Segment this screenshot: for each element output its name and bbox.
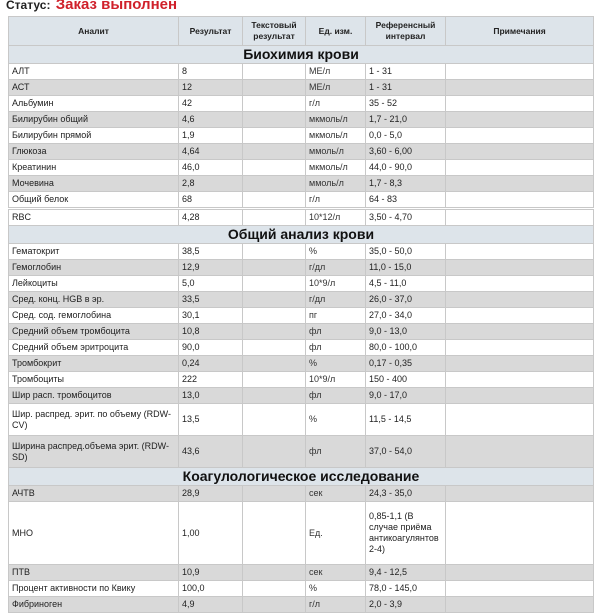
cell-notes xyxy=(446,80,594,96)
header-text-result: Текстовый результат xyxy=(243,17,306,46)
cell-units: ммоль/л xyxy=(306,144,366,160)
table-header-row xyxy=(9,17,594,46)
cell-text-result xyxy=(243,176,306,192)
table-row xyxy=(9,436,594,468)
cell-reference: 35 - 52 xyxy=(366,96,446,112)
cell-analyte: Сред. конц. HGB в эр. xyxy=(9,292,179,308)
table-row xyxy=(9,486,594,502)
table-row xyxy=(9,372,594,388)
cell-result: 10,9 xyxy=(179,565,243,581)
table-row xyxy=(9,324,594,340)
table-row xyxy=(9,176,594,192)
cell-analyte: Ширина распред.объема эрит. (RDW-SD) xyxy=(9,436,179,468)
cell-units: % xyxy=(306,356,366,372)
cell-reference: 24,3 - 35,0 xyxy=(366,486,446,502)
cell-units: 10*9/л xyxy=(306,372,366,388)
cell-analyte: МНО xyxy=(9,502,179,565)
table-row xyxy=(9,144,594,160)
cell-text-result xyxy=(243,112,306,128)
cell-text-result xyxy=(243,64,306,80)
cell-reference: 11,0 - 15,0 xyxy=(366,260,446,276)
cell-notes xyxy=(446,404,594,436)
cell-result: 8 xyxy=(179,64,243,80)
cell-text-result xyxy=(243,292,306,308)
table-row xyxy=(9,80,594,96)
cell-text-result xyxy=(243,80,306,96)
cell-analyte: АСТ xyxy=(9,80,179,96)
section-title: Биохимия крови xyxy=(9,46,594,64)
cell-notes xyxy=(446,112,594,128)
cell-text-result xyxy=(243,565,306,581)
order-status xyxy=(6,0,177,13)
cell-text-result xyxy=(243,209,306,226)
cell-units: ммоль/л xyxy=(306,176,366,192)
cell-notes xyxy=(446,565,594,581)
cell-result: 4,64 xyxy=(179,144,243,160)
cell-reference: 27,0 - 34,0 xyxy=(366,308,446,324)
cell-units: мкмоль/л xyxy=(306,128,366,144)
cell-analyte: Креатинин xyxy=(9,160,179,176)
cell-result: 30,1 xyxy=(179,308,243,324)
header-notes: Примечания xyxy=(446,17,594,46)
cell-result: 68 xyxy=(179,192,243,209)
results-body xyxy=(9,46,594,613)
cell-notes xyxy=(446,340,594,356)
cell-analyte: Мочевина xyxy=(9,176,179,192)
cell-analyte: Билирубин прямой xyxy=(9,128,179,144)
cell-reference: 1,7 - 8,3 xyxy=(366,176,446,192)
cell-reference: 3,50 - 4,70 xyxy=(366,209,446,226)
table-row xyxy=(9,192,594,209)
cell-notes xyxy=(446,128,594,144)
cell-notes xyxy=(446,244,594,260)
cell-notes xyxy=(446,324,594,340)
cell-text-result xyxy=(243,308,306,324)
cell-text-result xyxy=(243,388,306,404)
cell-analyte: Фибриноген xyxy=(9,597,179,613)
cell-units: сек xyxy=(306,486,366,502)
cell-result: 42 xyxy=(179,96,243,112)
cell-units: г/л xyxy=(306,96,366,112)
cell-units: 10*9/л xyxy=(306,276,366,292)
cell-reference: 1 - 31 xyxy=(366,64,446,80)
cell-reference: 0,85-1,1 (В случае приёма антикоагулянтов 2-4) xyxy=(366,502,446,565)
cell-notes xyxy=(446,486,594,502)
cell-analyte: Средний объем тромбоцита xyxy=(9,324,179,340)
cell-notes xyxy=(446,356,594,372)
cell-notes xyxy=(446,372,594,388)
header-units: Ед. изм. xyxy=(306,17,366,46)
cell-units: г/дл xyxy=(306,260,366,276)
cell-units: г/л xyxy=(306,597,366,613)
cell-reference: 9,0 - 13,0 xyxy=(366,324,446,340)
table-row xyxy=(9,388,594,404)
cell-reference: 3,60 - 6,00 xyxy=(366,144,446,160)
cell-analyte: Альбумин xyxy=(9,96,179,112)
cell-notes xyxy=(446,581,594,597)
cell-notes xyxy=(446,209,594,226)
cell-units: сек xyxy=(306,565,366,581)
cell-text-result xyxy=(243,276,306,292)
cell-analyte: Лейкоциты xyxy=(9,276,179,292)
cell-analyte: Тромбокрит xyxy=(9,356,179,372)
cell-result: 1,00 xyxy=(179,502,243,565)
results-table xyxy=(8,16,594,613)
cell-text-result xyxy=(243,144,306,160)
cell-text-result xyxy=(243,581,306,597)
cell-reference: 78,0 - 145,0 xyxy=(366,581,446,597)
cell-text-result xyxy=(243,324,306,340)
cell-result: 10,8 xyxy=(179,324,243,340)
cell-text-result xyxy=(243,260,306,276)
cell-result: 38,5 xyxy=(179,244,243,260)
cell-text-result xyxy=(243,128,306,144)
cell-result: 13,0 xyxy=(179,388,243,404)
cell-reference: 26,0 - 37,0 xyxy=(366,292,446,308)
section-header-row xyxy=(9,46,594,64)
cell-units: г/л xyxy=(306,192,366,209)
cell-analyte: Тромбоциты xyxy=(9,372,179,388)
cell-notes xyxy=(446,436,594,468)
cell-text-result xyxy=(243,340,306,356)
cell-result: 33,5 xyxy=(179,292,243,308)
table-row xyxy=(9,128,594,144)
cell-reference: 9,0 - 17,0 xyxy=(366,388,446,404)
cell-reference: 0,17 - 0,35 xyxy=(366,356,446,372)
table-row xyxy=(9,502,594,565)
header-analyte: Аналит xyxy=(9,17,179,46)
cell-units: % xyxy=(306,244,366,260)
header-reference: Референсный интервал xyxy=(366,17,446,46)
cell-reference: 35,0 - 50,0 xyxy=(366,244,446,260)
cell-result: 46,0 xyxy=(179,160,243,176)
cell-units: фл xyxy=(306,340,366,356)
section-header-row xyxy=(9,226,594,244)
cell-text-result xyxy=(243,356,306,372)
cell-result: 5,0 xyxy=(179,276,243,292)
cell-notes xyxy=(446,176,594,192)
status-value: Заказ выполнен xyxy=(55,0,178,13)
cell-notes xyxy=(446,276,594,292)
table-row xyxy=(9,244,594,260)
cell-result: 12 xyxy=(179,80,243,96)
cell-result: 100,0 xyxy=(179,581,243,597)
cell-result: 0,24 xyxy=(179,356,243,372)
section-title: Общий анализ крови xyxy=(9,226,594,244)
cell-reference: 44,0 - 90,0 xyxy=(366,160,446,176)
cell-analyte: Гемоглобин xyxy=(9,260,179,276)
cell-notes xyxy=(446,597,594,613)
cell-reference: 9,4 - 12,5 xyxy=(366,565,446,581)
cell-notes xyxy=(446,192,594,209)
cell-analyte: Глюкоза xyxy=(9,144,179,160)
cell-text-result xyxy=(243,244,306,260)
cell-notes xyxy=(446,292,594,308)
table-row xyxy=(9,160,594,176)
cell-units: % xyxy=(306,581,366,597)
cell-text-result xyxy=(243,502,306,565)
cell-reference: 80,0 - 100,0 xyxy=(366,340,446,356)
cell-text-result xyxy=(243,192,306,209)
cell-units: МЕ/л xyxy=(306,80,366,96)
cell-result: 2,8 xyxy=(179,176,243,192)
cell-analyte: ПТВ xyxy=(9,565,179,581)
table-row xyxy=(9,96,594,112)
cell-result: 12,9 xyxy=(179,260,243,276)
table-row xyxy=(9,64,594,80)
cell-notes xyxy=(446,260,594,276)
cell-text-result xyxy=(243,597,306,613)
table-row xyxy=(9,260,594,276)
cell-analyte: АЧТВ xyxy=(9,486,179,502)
cell-units: % xyxy=(306,404,366,436)
section-header-row xyxy=(9,468,594,486)
cell-reference: 2,0 - 3,9 xyxy=(366,597,446,613)
cell-reference: 150 - 400 xyxy=(366,372,446,388)
cell-units: фл xyxy=(306,436,366,468)
cell-result: 4,9 xyxy=(179,597,243,613)
cell-analyte: RBC xyxy=(9,209,179,226)
cell-result: 28,9 xyxy=(179,486,243,502)
table-row xyxy=(9,581,594,597)
cell-units: мкмоль/л xyxy=(306,112,366,128)
cell-units: г/дл xyxy=(306,292,366,308)
cell-notes xyxy=(446,308,594,324)
cell-analyte: АЛТ xyxy=(9,64,179,80)
table-row xyxy=(9,597,594,613)
table-row xyxy=(9,340,594,356)
cell-text-result xyxy=(243,404,306,436)
table-row xyxy=(9,292,594,308)
cell-notes xyxy=(446,144,594,160)
cell-units: мкмоль/л xyxy=(306,160,366,176)
cell-reference: 1,7 - 21,0 xyxy=(366,112,446,128)
cell-result: 90,0 xyxy=(179,340,243,356)
cell-reference: 0,0 - 5,0 xyxy=(366,128,446,144)
cell-units: МЕ/л xyxy=(306,64,366,80)
cell-analyte: Общий белок xyxy=(9,192,179,209)
cell-notes xyxy=(446,96,594,112)
table-row xyxy=(9,209,594,226)
cell-reference: 1 - 31 xyxy=(366,80,446,96)
cell-units: 10*12/л xyxy=(306,209,366,226)
table-row xyxy=(9,112,594,128)
cell-units: фл xyxy=(306,324,366,340)
cell-analyte: Шир расп. тромбоцитов xyxy=(9,388,179,404)
cell-analyte: Сред. сод. гемоглобина xyxy=(9,308,179,324)
cell-units: пг xyxy=(306,308,366,324)
cell-result: 4,6 xyxy=(179,112,243,128)
cell-result: 13,5 xyxy=(179,404,243,436)
cell-notes xyxy=(446,160,594,176)
cell-units: фл xyxy=(306,388,366,404)
cell-result: 4,28 xyxy=(179,209,243,226)
cell-notes xyxy=(446,388,594,404)
cell-text-result xyxy=(243,436,306,468)
table-row xyxy=(9,565,594,581)
status-label: Статус: xyxy=(6,0,51,12)
section-title: Коагулологическое исследование xyxy=(9,468,594,486)
cell-analyte: Процент активности по Квику xyxy=(9,581,179,597)
cell-result: 43,6 xyxy=(179,436,243,468)
header-result: Результат xyxy=(179,17,243,46)
table-row xyxy=(9,276,594,292)
table-row xyxy=(9,404,594,436)
cell-analyte: Гематокрит xyxy=(9,244,179,260)
cell-analyte: Шир. распред. эрит. по объему (RDW-CV) xyxy=(9,404,179,436)
cell-text-result xyxy=(243,160,306,176)
cell-reference: 4,5 - 11,0 xyxy=(366,276,446,292)
cell-reference: 64 - 83 xyxy=(366,192,446,209)
cell-text-result xyxy=(243,96,306,112)
cell-result: 1,9 xyxy=(179,128,243,144)
cell-text-result xyxy=(243,486,306,502)
cell-analyte: Билирубин общий xyxy=(9,112,179,128)
cell-units: Ед. xyxy=(306,502,366,565)
cell-reference: 37,0 - 54,0 xyxy=(366,436,446,468)
table-row xyxy=(9,356,594,372)
cell-notes xyxy=(446,502,594,565)
cell-result: 222 xyxy=(179,372,243,388)
cell-reference: 11,5 - 14,5 xyxy=(366,404,446,436)
cell-analyte: Средний объем эритроцита xyxy=(9,340,179,356)
cell-notes xyxy=(446,64,594,80)
cell-text-result xyxy=(243,372,306,388)
table-row xyxy=(9,308,594,324)
